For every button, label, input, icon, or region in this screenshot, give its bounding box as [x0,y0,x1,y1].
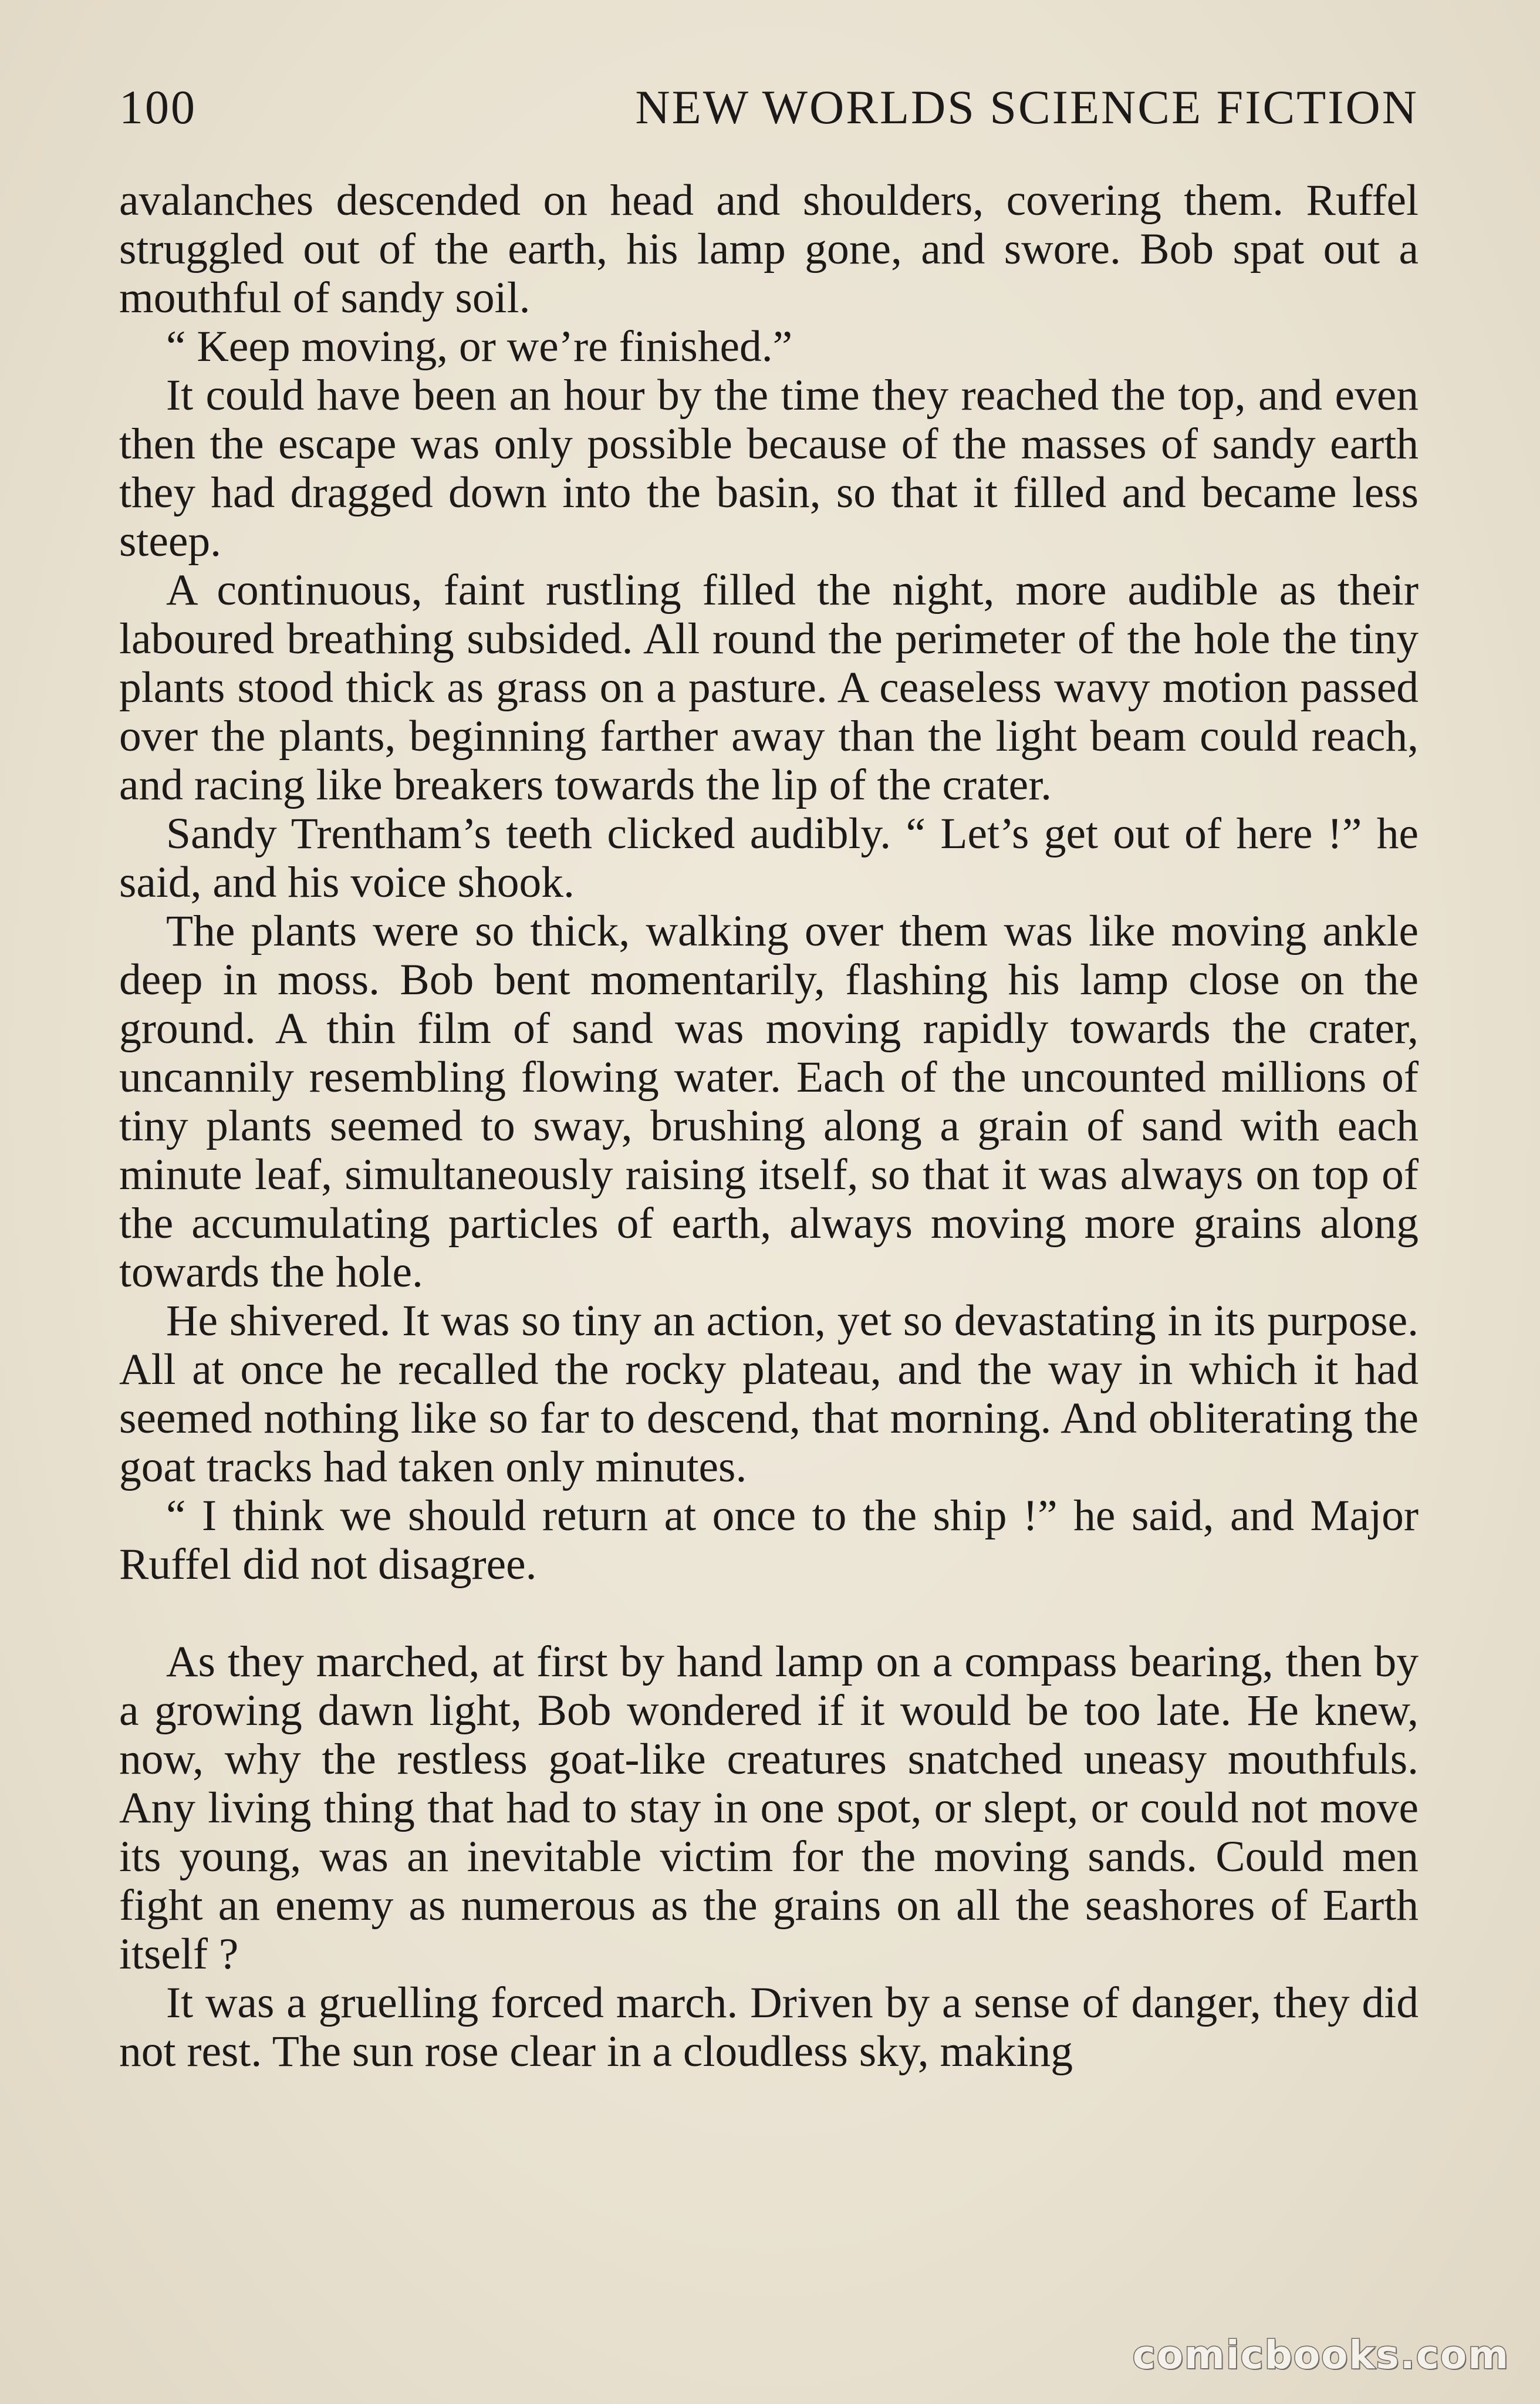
paragraph-6: The plants were so thick, walking over them was like moving ankle deep in moss. Bob bent momentarily, flashing his lamp close on the ground. A thin film of sand was moving rapidly towards the crater, uncannily resembling flowing water. Each of the uncounted millions of tiny plants seemed to sway, brushing along a grain of sand with each minute leaf, simultaneously raising itself, so that it was always on top of the accumulating particles of earth, always moving more grains along towards the hole. [119,907,1419,1296]
paragraph-10: It was a gruelling forced march. Driven by a sense of danger, they did not rest. The sun rose clear in a cloudless sky, making [119,1978,1419,2076]
paragraph-9: As they marched, at first by hand lamp on a compass bearing, then by a growing dawn light, Bob wondered if it would be too late. He knew, now, why the restless goat-like creatures snatched uneasy mouthfuls. Any living thing that had to stay in one spot, or slept, or could not move its young, was an inevitable victim for the moving sands. Could men fight an enemy as numerous as the grains on all the seashores of Earth itself ? [119,1637,1419,1978]
paragraph-4: A continuous, faint rustling filled the night, more audible as their laboured breathing subsided. All round the perimeter of the hole the tiny plants stood thick as grass on a pasture. A ceaseless wavy motion passed over the plants, beginning farther away than the light beam could reach, and racing like breakers towards the lip of the crater. [119,566,1419,809]
watermark-logo: comicbooks.com [1132,2332,1509,2378]
page-number: 100 [119,80,197,134]
paragraph-5: Sandy Trentham’s teeth clicked audibly. “ Let’s get out of here !” he said, and his voice shook. [119,809,1419,907]
paragraph-2: “ Keep moving, or we’re finished.” [166,322,793,371]
section-break [119,1589,1419,1637]
paragraph-3: It could have been an hour by the time they reached the top, and even then the escape was only possible because of the masses of sandy earth they had dragged down into the basin, so that it filled and became less steep. [119,371,1419,566]
paragraph-1: avalanches descended on head and shoulders, covering them. Ruffel struggled out of the earth, his lamp gone, and swore. Bob spat out a mouthful of sandy soil. [119,176,1419,322]
paragraph-7: He shivered. It was so tiny an action, yet so devastating in its purpose. All at once he recalled the rocky plateau, and the way in which it had seemed nothing like so far to descend, that morning. And obliterating the goat tracks had taken only minutes. [119,1296,1419,1491]
running-title: NEW WORLDS SCIENCE FICTION [635,80,1419,134]
paragraph-8: “ I think we should return at once to the ship !” he said, and Major Ruffel did not disagree. [119,1491,1419,1589]
page-header [119,81,1419,134]
body-text [119,176,1419,2076]
